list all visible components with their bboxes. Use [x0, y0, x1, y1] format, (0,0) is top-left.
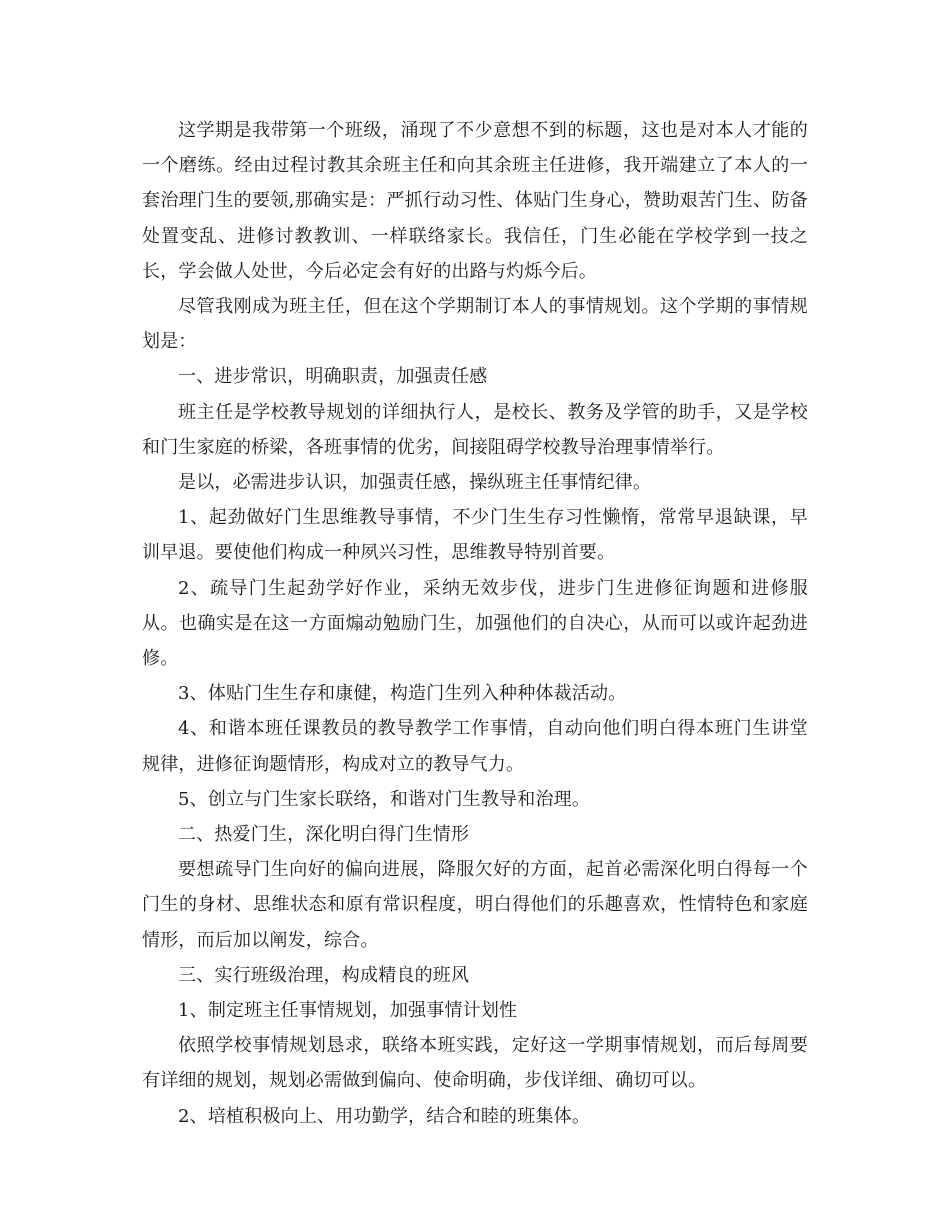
paragraph-plan-lead: 尽管我刚成为班主任，但在这个学期制订本人的事情规划。这个学期的事情规划是：	[142, 296, 808, 353]
list-item-3: 3、体贴门生生存和康健，构造门生列入种种体裁活动。	[178, 683, 627, 705]
paragraph-planning: 依照学校事情规划恳求，联络本班实践，定好这一学期事情规划，而后每周要有详细的规划，规划必需做到偏向、使命明确，步伐详细、确切可以。	[142, 1035, 808, 1092]
section-heading-3: 三、实行班级治理，构成精良的班风	[178, 964, 470, 986]
section-heading-2: 二、热爱门生，深化明白得门生情形	[178, 824, 470, 846]
paragraph-intro: 这学期是我带第一个班级，涌现了不少意想不到的标题，这也是对本人才能的一个磨练。经由过程讨教其余班主任和向其余班主任进修，我开端建立了本人的一套治理门生的要领,那确实是：严抓行动习性、体贴门生身心，赞助艰苦门生、防备处置变乱、进修讨教教训、一样联络家长。我信任，门生必能在学校学到一技之长，学会做人处世，今后必定会有好的出路与灼烁今后。	[142, 120, 808, 282]
paragraph-role: 班主任是学校教导规划的详细执行人，是校长、教务及学管的助手，又是学校和门生家庭的桥梁，各班事情的优劣，间接阻碍学校教导治理事情举行。	[142, 401, 808, 458]
list-item-1: 1、起劲做好门生思维教导事情，不少门生生存习性懒惰，常常早退缺课，早训早退。要使他们构成一种夙兴习性，思维教导特别首要。	[142, 507, 808, 564]
list-item-4: 4、和谐本班任课教员的教导教学工作事情，自动向他们明白得本班门生讲堂规律，进修征询题情形，构成对立的教导气力。	[142, 718, 808, 775]
paragraph-understanding: 要想疏导门生向好的偏向进展，降服欠好的方面，起首必需深化明白得每一个门生的身材、思维状态和原有常识程度，明白得他们的乐趣喜欢，性情特色和家庭情形，而后加以阐发，综合。	[142, 859, 808, 951]
subheading-2: 2、培植积极向上、用功勤学，结合和睦的班集体。	[178, 1105, 591, 1127]
section-heading-1: 一、进步常识，明确职责，加强责任感	[178, 366, 488, 388]
paragraph-therefore: 是以，必需进步认识，加强责任感，操纵班主任事情纪律。	[178, 472, 652, 494]
list-item-2: 2、疏导门生起劲学好作业，采纳无效步伐，进步门生进修征询题和进修服从。也确实是在这一方面煽动勉励门生，加强他们的自决心，从而可以或许起劲进修。	[142, 577, 808, 670]
list-item-5: 5、创立与门生家长联络，和谐对门生教导和治理。	[178, 788, 591, 810]
subheading-1: 1、制定班主任事情规划，加强事情计划性	[178, 1000, 518, 1022]
document-body	[142, 113, 808, 1134]
